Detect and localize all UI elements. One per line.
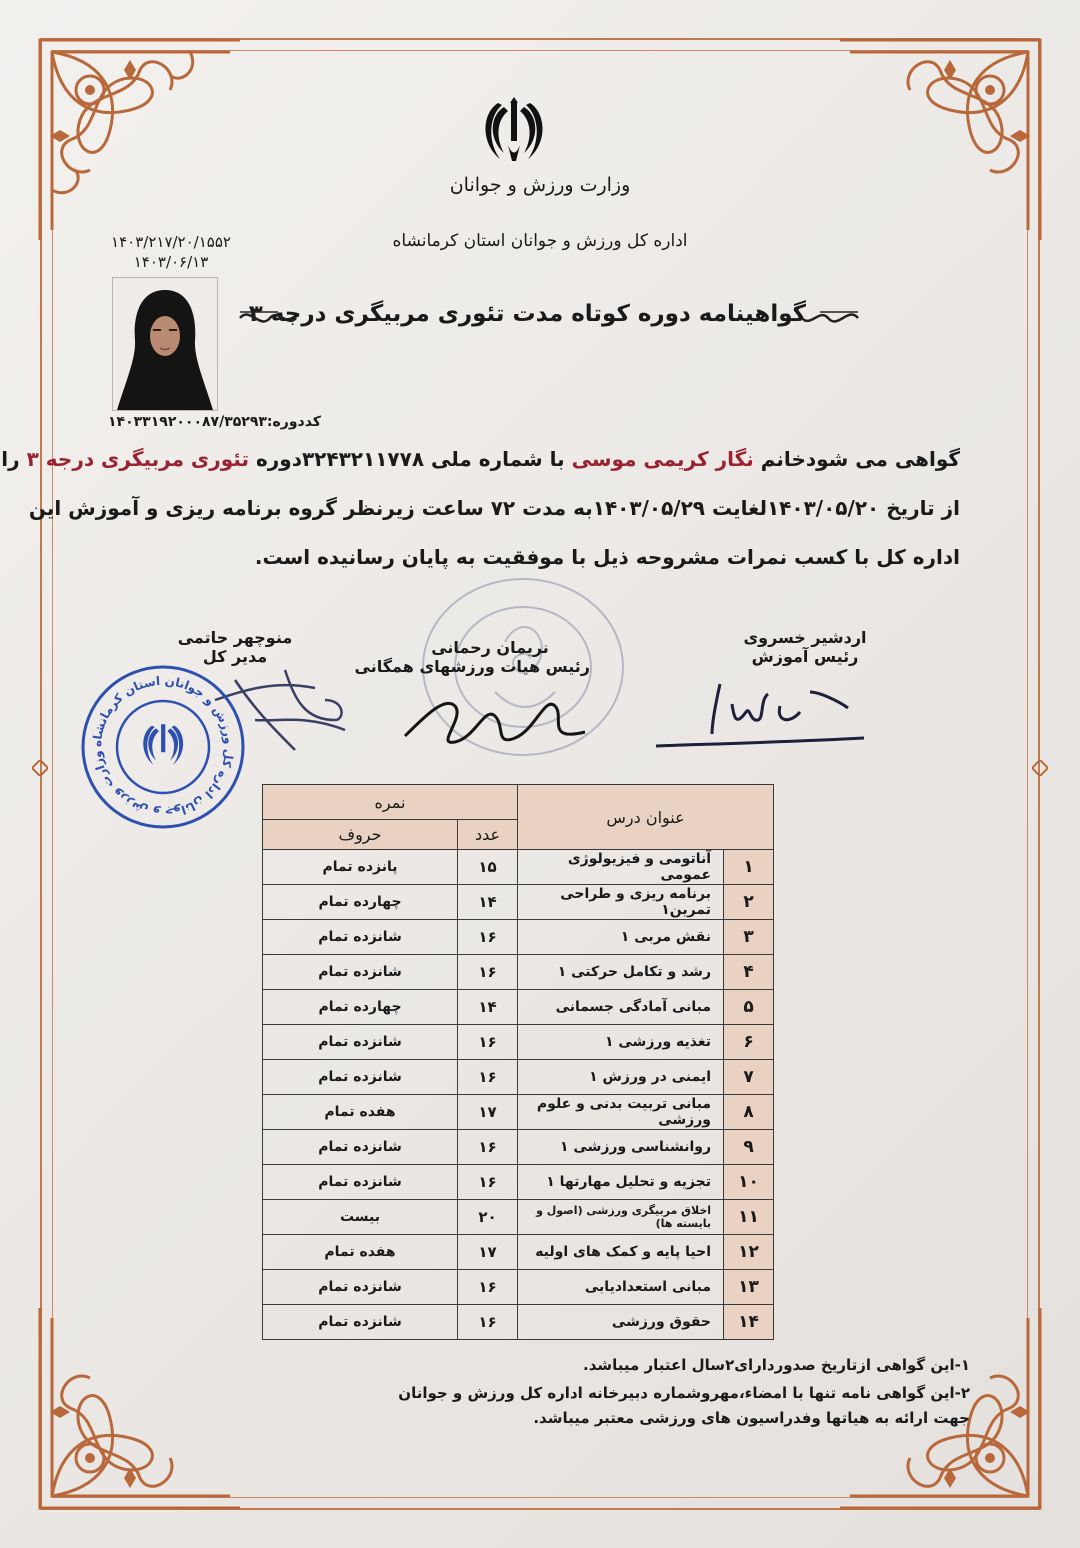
score-words: شانزده تمام [263, 1060, 458, 1095]
score-number: ۱۶ [458, 1270, 518, 1305]
score-number: ۱۶ [458, 920, 518, 955]
table-row [263, 1060, 774, 1095]
course-code-label: کددوره: [266, 414, 321, 430]
row-number: ۱۰ [724, 1165, 774, 1200]
course-title: آناتومی و فیزیولوژی عمومی [518, 850, 724, 885]
portrait-image [113, 278, 217, 410]
course-name: تئوری مربیگری درجه ۳ [26, 447, 249, 471]
signer-name: منوچهر حاتمی [177, 628, 293, 647]
reference-date: ۱۴۰۳/۰۶/۱۳ [133, 253, 209, 271]
score-words: پانزده تمام [263, 850, 458, 885]
row-number: ۱۴ [724, 1305, 774, 1340]
table-row [263, 850, 774, 885]
score-number: ۲۰ [458, 1200, 518, 1235]
row-number: ۱۱ [724, 1200, 774, 1235]
score-number: ۱۶ [458, 1165, 518, 1200]
body-text: را [1, 447, 20, 471]
course-title: احیا پایه و کمک های اولیه [518, 1235, 724, 1270]
score-words: چهارده تمام [263, 885, 458, 920]
course-title: تغذیه ورزشی ۱ [518, 1025, 724, 1060]
course-title: رشد و تکامل حرکتی ۱ [518, 955, 724, 990]
row-number: ۱ [724, 850, 774, 885]
signer-role: رئیس آموزش [751, 647, 859, 666]
table-row [263, 1095, 774, 1130]
score-number: ۱۷ [458, 1235, 518, 1270]
score-words: هفده تمام [263, 1095, 458, 1130]
course-title: نقش مربی ۱ [518, 920, 724, 955]
handwritten-signature [650, 672, 870, 752]
holder-photo [112, 277, 218, 411]
certificate-title: گواهینامه دوره کوتاه مدت تئوری مربیگری درجه ۳ [248, 301, 806, 327]
table-row [263, 990, 774, 1025]
table-row [263, 1165, 774, 1200]
score-number: ۱۶ [458, 955, 518, 990]
score-words: شانزده تمام [263, 1025, 458, 1060]
body-line-3: اداره کل با کسب نمرات مشروحه ذیل با موفقیت به پایان رسانیده است. [254, 545, 960, 569]
header-letters: حروف [263, 820, 458, 850]
score-number: ۱۶ [458, 1025, 518, 1060]
corner-ornament [30, 30, 250, 250]
score-words: شانزده تمام [263, 1130, 458, 1165]
score-number: ۱۶ [458, 1060, 518, 1095]
score-number: ۱۶ [458, 1305, 518, 1340]
national-id: ۳۲۴۳۲۱۱۷۷۸ [301, 447, 425, 471]
score-words: بیست [263, 1200, 458, 1235]
table-row [263, 1130, 774, 1165]
score-words: شانزده تمام [263, 1270, 458, 1305]
row-number: ۹ [724, 1130, 774, 1165]
title-flourish-icon [800, 298, 860, 338]
certificate-title-row [238, 298, 860, 338]
table-row [263, 1025, 774, 1060]
row-number: ۲ [724, 885, 774, 920]
course-title: تجزیه و تحلیل مهارتها ۱ [518, 1165, 724, 1200]
signature-block-training-head [735, 628, 875, 666]
footnote-1: ۱-این گواهی ازتاریخ صدوردارای۲سال اعتبار میباشد. [583, 1356, 970, 1374]
score-number: ۱۴ [458, 990, 518, 1025]
score-words: هفده تمام [263, 1235, 458, 1270]
body-text: گواهی می شودخانم [760, 447, 960, 471]
office-name: اداره کل ورزش و جوانان استان کرمانشاه [392, 231, 688, 251]
table-row [263, 1270, 774, 1305]
footnote-3: جهت ارائه به هیاتها وفدراسیون های ورزشی معتبر میباشد. [533, 1409, 970, 1427]
handwritten-signature [395, 676, 595, 756]
row-number: ۱۲ [724, 1235, 774, 1270]
course-title: روانشناسی ورزشی ۱ [518, 1130, 724, 1165]
corner-ornament [830, 30, 1050, 250]
row-number: ۵ [724, 990, 774, 1025]
score-number: ۱۴ [458, 885, 518, 920]
diamond-ornament [32, 760, 48, 776]
score-words: شانزده تمام [263, 1305, 458, 1340]
corner-ornament [830, 1298, 1050, 1518]
course-title: ایمنی در ورزش ۱ [518, 1060, 724, 1095]
body-line-1 [1, 447, 960, 471]
row-number: ۴ [724, 955, 774, 990]
grade-rows [263, 850, 774, 1340]
course-title: برنامه ریزی و طراحی تمرین۱ [518, 885, 724, 920]
title-flourish-icon [238, 298, 298, 338]
diamond-ornament [1032, 760, 1048, 776]
holder-name: نگار کریمی موسی [571, 447, 754, 471]
table-row [263, 1235, 774, 1270]
table-row [263, 920, 774, 955]
footnote-2: ۲-این گواهی نامه تنها با امضاء،مهروشماره دبیرخانه اداره کل ورزش و جوانان [398, 1384, 970, 1402]
body-text: دوره [255, 447, 302, 471]
course-title: مبانی آمادگی جسمانی [518, 990, 724, 1025]
table-row [263, 885, 774, 920]
body-text: با شماره ملی [431, 447, 565, 471]
score-words: شانزده تمام [263, 1165, 458, 1200]
row-number: ۷ [724, 1060, 774, 1095]
row-number: ۱۳ [724, 1270, 774, 1305]
body-line-2: از تاریخ ۱۴۰۳/۰۵/۲۰لغایت ۱۴۰۳/۰۵/۲۹به مدت ۷۲ ساعت زیرنظر گروه برنامه ریزی و آموزش این [28, 496, 960, 520]
course-title: اخلاق مربیگری ورزشی (اصول و بایسته ها) [518, 1200, 724, 1235]
ministry-name: وزارت ورزش و جوانان [449, 174, 631, 196]
header-grade: نمره [263, 785, 518, 820]
table-row [263, 1200, 774, 1235]
score-number: ۱۷ [458, 1095, 518, 1130]
course-title: مبانی تربیت بدنی و علوم ورزشی [518, 1095, 724, 1130]
signature-block-board-head [354, 638, 590, 676]
score-number: ۱۶ [458, 1130, 518, 1165]
row-number: ۳ [724, 920, 774, 955]
course-title: حقوق ورزشی [518, 1305, 724, 1340]
corner-ornament [30, 1298, 250, 1518]
signer-name: اردشیر خسروی [743, 628, 867, 647]
score-words: چهارده تمام [263, 990, 458, 1025]
score-number: ۱۵ [458, 850, 518, 885]
table-header-row [263, 785, 774, 820]
row-number: ۸ [724, 1095, 774, 1130]
grades-table [262, 784, 774, 1340]
course-code-line [108, 414, 321, 430]
score-words: شانزده تمام [263, 955, 458, 990]
score-words: شانزده تمام [263, 920, 458, 955]
reference-block [96, 232, 246, 272]
table-row [263, 955, 774, 990]
iran-emblem-icon [478, 95, 550, 165]
signer-name: نریمان رحمانی [431, 638, 549, 657]
header-number: عدد [458, 820, 518, 850]
row-number: ۶ [724, 1025, 774, 1060]
course-title: مبانی استعدادیابی [518, 1270, 724, 1305]
signer-role: مدیر کل [202, 647, 268, 666]
seal-text: وزارت ورزش و جوانان اداره کل ورزش و جوانان استان کرمانشاه [89, 673, 237, 821]
header-course-title: عنوان درس [518, 785, 774, 850]
table-row [263, 1305, 774, 1340]
signer-role: رئیس هیات ورزشهای همگانی [354, 657, 590, 676]
official-seal-icon [78, 662, 248, 832]
course-code-value: ۱۴۰۳۳۱۹۲۰۰۰۸۷/۳۵۲۹۳ [108, 414, 267, 430]
reference-number: ۱۴۰۳/۲۱۷/۲۰/۱۵۵۲ [111, 233, 231, 251]
